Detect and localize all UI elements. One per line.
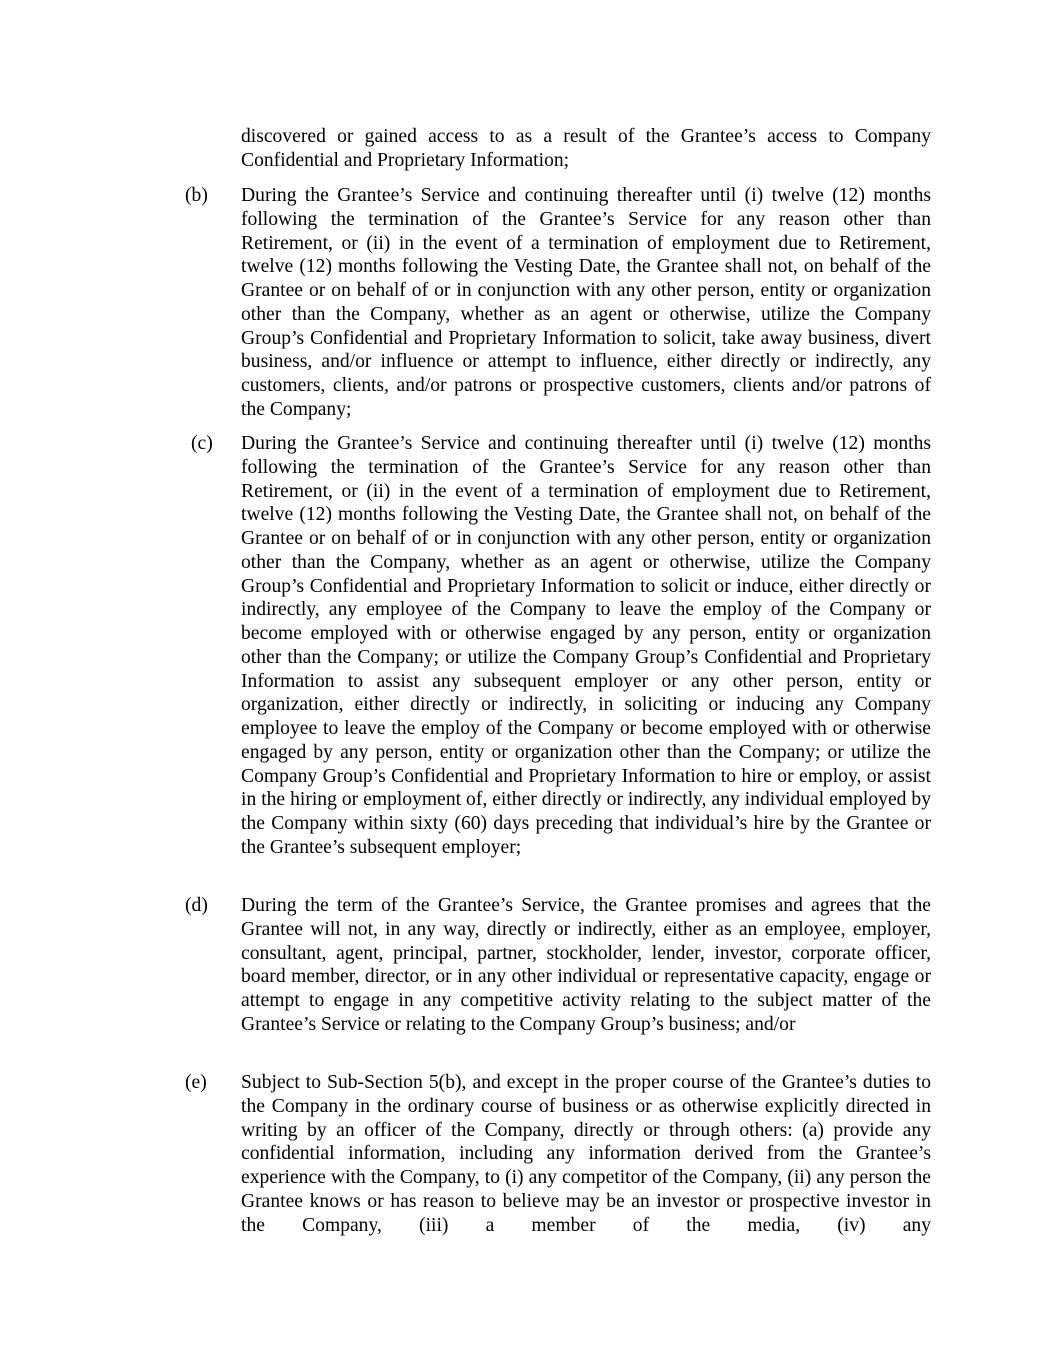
item-label-c: (c) <box>191 433 213 454</box>
item-text-e: Subject to Sub-Section 5(b), and except in the proper course of the Grantee’s duties to the Company in the ordinary course of business or as otherwise explicitly directed in writing by an officer of the Company, directly or through others: (a) provide any confidential information, including any information derived from the Grantee’s experience with the Company, to (i) any competitor of the Company, (ii) any person the Grantee knows or has reason to believe may be an investor or prospective investor in the Company, (iii) a member of the media, (iv) any <box>241 1072 931 1236</box>
item-label-d: (d) <box>185 895 208 916</box>
intro-paragraph: discovered or gained access to as a result of the Grantee’s access to Company Confidential and Proprietary Information; <box>241 126 931 171</box>
item-text-b: During the Grantee’s Service and continuing thereafter until (i) twelve (12) months following the termination of the Grantee’s Service for any reason other than Retirement, or (ii) in the event of a termination of employment due to Retirement, twelve (12) months following the Vesting Date, the Grantee shall not, on behalf of the Grantee or on behalf of or in conjunction with any other person, entity or organization other than the Company, whether as an agent or otherwise, utilize the Company Group’s Confidential and Proprietary Information to solicit, take away business, divert business, and/or influence or attempt to influence, either directly or indirectly, any customers, clients, and/or patrons or prospective customers, clients and/or patrons of the Company; <box>241 185 931 420</box>
item-text-c: During the Grantee’s Service and continuing thereafter until (i) twelve (12) months following the termination of the Grantee’s Service for any reason other than Retirement, or (ii) in the event of a termination of employment due to Retirement, twelve (12) months following the Vesting Date, the Grantee shall not, on behalf of the Grantee or on behalf of or in conjunction with any other person, entity or organization other than the Company, whether as an agent or otherwise, utilize the Company Group’s Confidential and Proprietary Information to solicit or induce, either directly or indirectly, any employee of the Company to leave the employ of the Company or become employed with or otherwise engaged by any person, entity or organization other than the Company; or utilize the Company Group’s Confidential and Proprietary Information to assist any subsequent employer or any other person, entity or organization, either directly or indirectly, in soliciting or inducing any Company employee to leave the employ of the Company or become employed with or otherwise engaged by any person, entity or organization other than the Company; or utilize the Company Group’s Confidential and Proprietary Information to hire or employ, or assist in the hiring or employment of, either directly or indirectly, any individual employed by the Company within sixty (60) days preceding that individual’s hire by the Grantee or the Grantee’s subsequent employer; <box>241 433 931 858</box>
item-label-b: (b) <box>185 185 208 206</box>
item-text-d: During the term of the Grantee’s Service, the Grantee promises and agrees that the Grantee will not, in any way, directly or indirectly, either as an employee, employer, consultant, agent, principal, partner, stockholder, lender, investor, corporate officer, board member, director, or in any other individual or representative capacity, engage or attempt to engage in any competitive activity relating to the subject matter of the Grantee’s Service or relating to the Company Group’s business; and/or <box>241 895 931 1035</box>
item-label-e: (e) <box>185 1072 207 1093</box>
